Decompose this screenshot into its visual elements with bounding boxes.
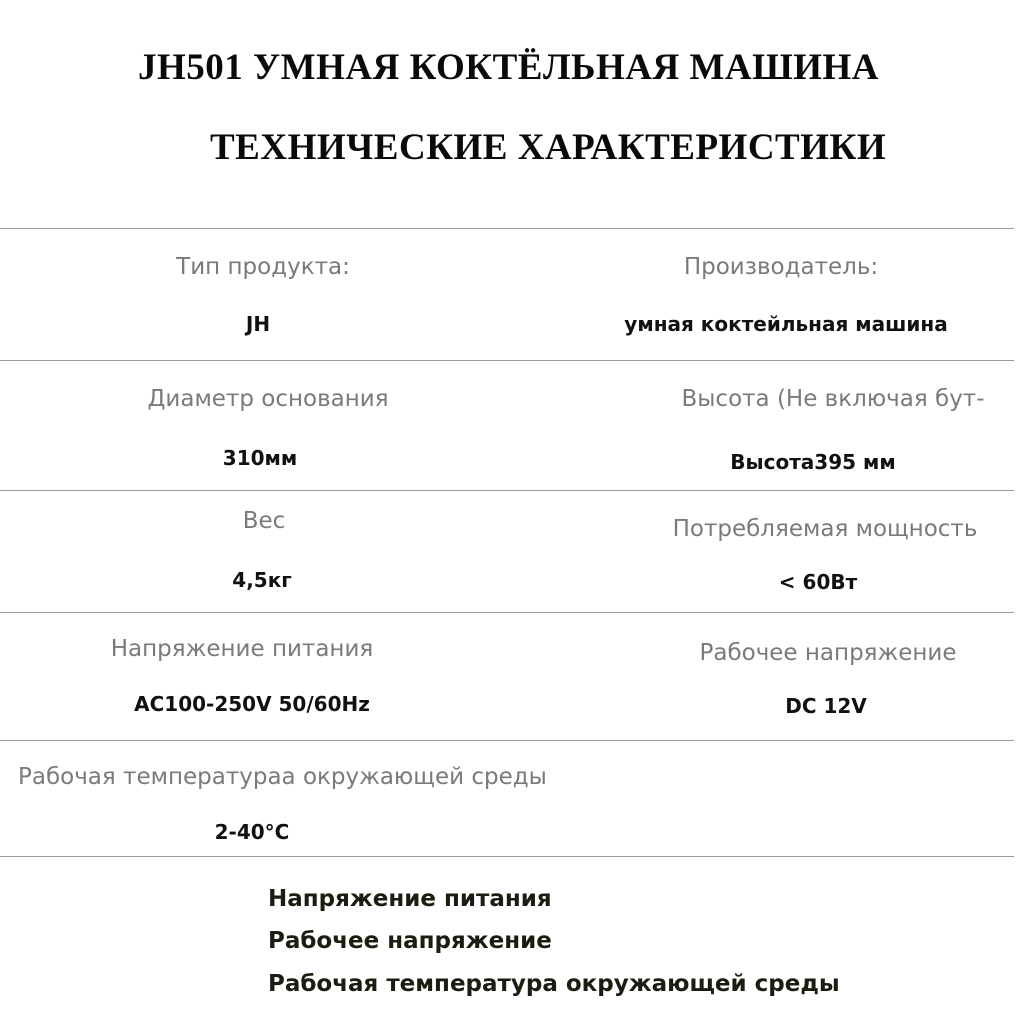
row-divider — [0, 856, 1014, 857]
spec-value-supply-voltage: AC100-250V 50/60Hz — [134, 692, 370, 716]
spec-label-base-diameter: Диаметр основания — [147, 386, 389, 412]
page-subtitle: ТЕХНИЧЕСКИЕ ХАРАКТЕРИСТИКИ — [210, 127, 887, 168]
spec-label-supply-voltage: Напряжение питания — [110, 636, 374, 662]
row-divider — [0, 360, 1014, 361]
spec-label-manufacturer: Производатель: — [683, 254, 879, 280]
spec-value-weight: 4,5кг — [232, 568, 292, 592]
spec-value-ambient-temperature: 2-40°C — [214, 820, 290, 844]
note-ambient-temperature: Рабочая температура окружающей среды — [268, 971, 840, 997]
spec-label-ambient-temperature: Рабочая температураа окружающей среды — [18, 764, 547, 790]
spec-label-power-consumption: Потребляемая мощность — [672, 516, 978, 542]
spec-label-operating-voltage: Рабочее напряжение — [699, 640, 957, 666]
page-title: JH501 УМНАЯ КОКТЁЛЬНАЯ МАШИНА — [138, 47, 880, 88]
spec-value-height: Высота395 мм — [730, 450, 896, 474]
spec-value-power-consumption: < 60Вт — [778, 570, 858, 594]
note-supply-voltage: Напряжение питания — [268, 886, 552, 912]
spec-label-height: Высота (Не включая бут- — [681, 386, 985, 412]
row-divider — [0, 612, 1014, 613]
spec-value-manufacturer: умная коктейльная машина — [624, 312, 948, 336]
row-divider — [0, 490, 1014, 491]
note-operating-voltage: Рабочее напряжение — [268, 928, 552, 954]
spec-value-base-diameter: 310мм — [222, 446, 298, 470]
spec-value-operating-voltage: DC 12V — [785, 694, 867, 718]
spec-label-product-type: Тип продукта: — [176, 254, 350, 280]
row-divider — [0, 740, 1014, 741]
row-divider — [0, 228, 1014, 229]
spec-label-weight: Вес — [242, 508, 286, 534]
spec-value-product-type: JH — [245, 312, 271, 336]
